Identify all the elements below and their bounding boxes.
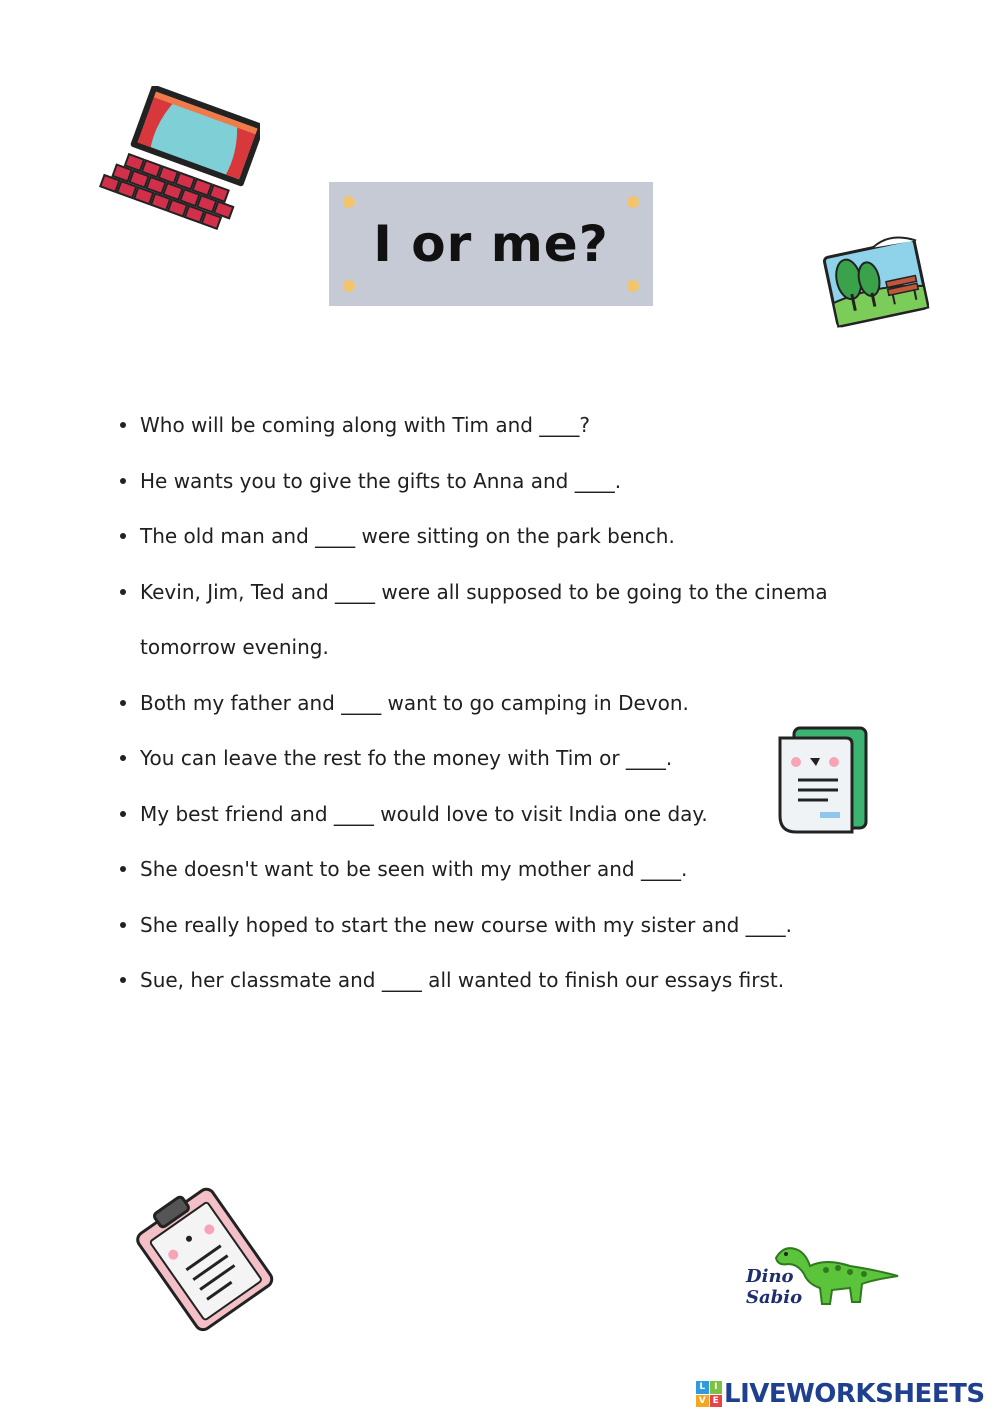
brand-badge-letter: E [710,1395,723,1408]
brand-badge-letter: L [696,1381,709,1394]
question-item: Who will be coming along with Tim and ____? [118,398,878,454]
question-item: My best friend and ____ would love to visit India one day. [118,787,878,843]
question-item: Both my father and ____ want to go camping in Devon. [118,676,878,732]
brand-logo[interactable] [696,1378,985,1410]
brand-badge-letter: V [696,1395,709,1408]
cinema-icon [98,86,260,246]
question-item: She doesn't want to be seen with my mother and ____. [118,842,878,898]
question-list [118,398,878,1009]
clipboard-icon [128,1182,278,1332]
question-item: You can leave the rest fo the money with Tim or ____. [118,731,878,787]
title-card [329,182,653,306]
question-item: The old man and ____ were sitting on the park bench. [118,509,878,565]
question-item: Kevin, Jim, Ted and ____ were all supposed to be going to the cinema tomorrow evening. [118,565,878,676]
question-item: Sue, her classmate and ____ all wanted to finish our essays first. [118,953,878,1009]
dino-logo-line2: Sabio [746,1287,803,1308]
dino-logo-line1: Dino [746,1266,794,1287]
brand-badge-icon [696,1381,722,1407]
question-item: He wants you to give the gifts to Anna and ____. [118,454,878,510]
dino-logo-text [746,1266,802,1308]
brand-name: LIVEWORKSHEETS [724,1379,985,1409]
park-icon [820,234,930,332]
document-icon [776,724,872,838]
question-item: She really hoped to start the new course with my sister and ____. [118,898,878,954]
page-title: I or me? [373,215,609,273]
brand-badge-letter: I [710,1381,723,1394]
